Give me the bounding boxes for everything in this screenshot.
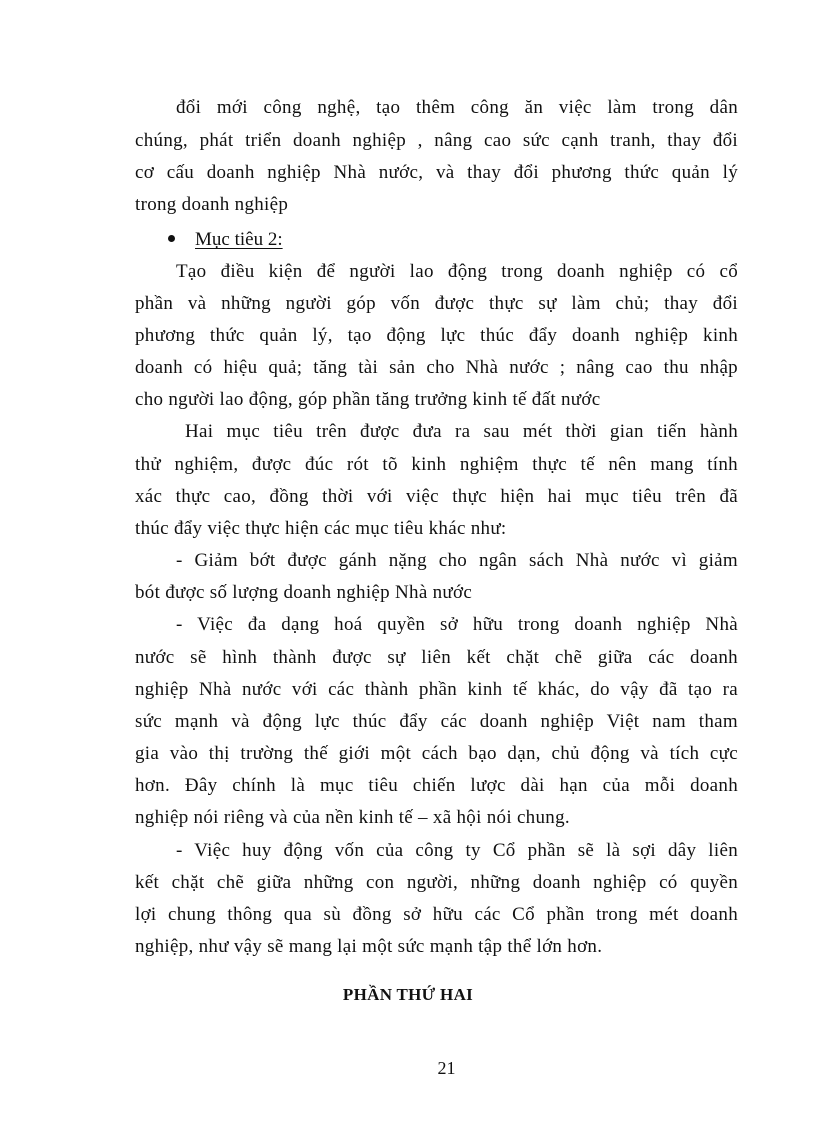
paragraph-line: thử nghiệm, được đúc rót tõ kinh nghiệm thực tế nên mang tính: [135, 454, 738, 475]
dash-item-line: - Việc đa dạng hoá quyền sở hữu trong doanh nghiệp Nhà: [176, 614, 738, 635]
dash-item-line: - Giảm bớt được gánh nặng cho ngân sách Nhà nước vì giảm: [176, 550, 738, 571]
paragraph-line: đổi mới công nghệ, tạo thêm công ăn việc làm trong dân: [176, 97, 738, 118]
dash-item-line: - Việc huy động vốn của công ty Cổ phần sẽ là sợi dây liên: [176, 840, 738, 861]
paragraph-line: phương thức quản lý, tạo động lực thúc đẩy doanh nghiệp kinh: [135, 325, 738, 346]
paragraph-line: doanh có hiệu quả; tăng tài sản cho Nhà nước ; nâng cao thu nhập: [135, 357, 738, 378]
section-heading: PHẦN THỨ HAI: [342, 985, 474, 1004]
page-number: 21: [437, 1058, 456, 1078]
dash-item-line: sức mạnh và động lực thúc đẩy các doanh nghiệp Việt nam tham: [135, 711, 738, 732]
dash-item-line: nghiệp Nhà nước với các thành phần kinh tế khác, do vậy đã tạo ra: [135, 679, 738, 700]
paragraph-line: phần và những người góp vốn được thực sự làm chủ; thay đổi: [135, 293, 738, 314]
paragraph-line: cho người lao động, góp phần tăng trưởng kinh tế đất nước: [135, 389, 601, 410]
paragraph-line: thúc đẩy việc thực hiện các mục tiêu khác như:: [135, 518, 507, 539]
dash-item-line: bót được số lượng doanh nghiệp Nhà nước: [135, 582, 473, 603]
paragraph-line: xác thực cao, đồng thời với việc thực hiện hai mục tiêu trên đã: [135, 486, 738, 507]
dash-item-line: nước sẽ hình thành được sự liên kết chặt chẽ giữa các doanh: [135, 647, 738, 668]
paragraph-line: trong doanh nghiệp: [135, 194, 289, 215]
bullet-item: [168, 224, 283, 256]
dash-item-line: nghiệp, như vậy sẽ mang lại một sức mạnh tập thể lớn hơn.: [135, 936, 603, 957]
bullet-label: Mục tiêu 2:: [195, 229, 283, 250]
dash-item-line: nghiệp nói riêng và của nền kinh tế – xã hội nói chung.: [135, 807, 570, 828]
paragraph-line: Hai mục tiêu trên được đưa ra sau mét thời gian tiến hành: [185, 421, 738, 442]
bullet-icon: [168, 235, 175, 242]
paragraph-line: chúng, phát triển doanh nghiệp , nâng cao sức cạnh tranh, thay đổi: [135, 130, 738, 151]
dash-item-line: gia vào thị trường thế giới một cách bạo dạn, chủ động và tích cực: [135, 743, 738, 764]
paragraph-line: Tạo điều kiện để người lao động trong doanh nghiệp có cổ: [176, 261, 738, 282]
dash-item-line: lợi chung thông qua sù đồng sở hữu các Cổ phần trong mét doanh: [135, 904, 738, 925]
dash-item-line: hơn. Đây chính là mục tiêu chiến lược dài hạn của mỗi doanh: [135, 775, 738, 796]
dash-item-line: kết chặt chẽ giữa những con người, những doanh nghiệp có quyền: [135, 872, 738, 893]
paragraph-line: cơ cấu doanh nghiệp Nhà nước, và thay đổi phương thức quản lý: [135, 162, 738, 183]
